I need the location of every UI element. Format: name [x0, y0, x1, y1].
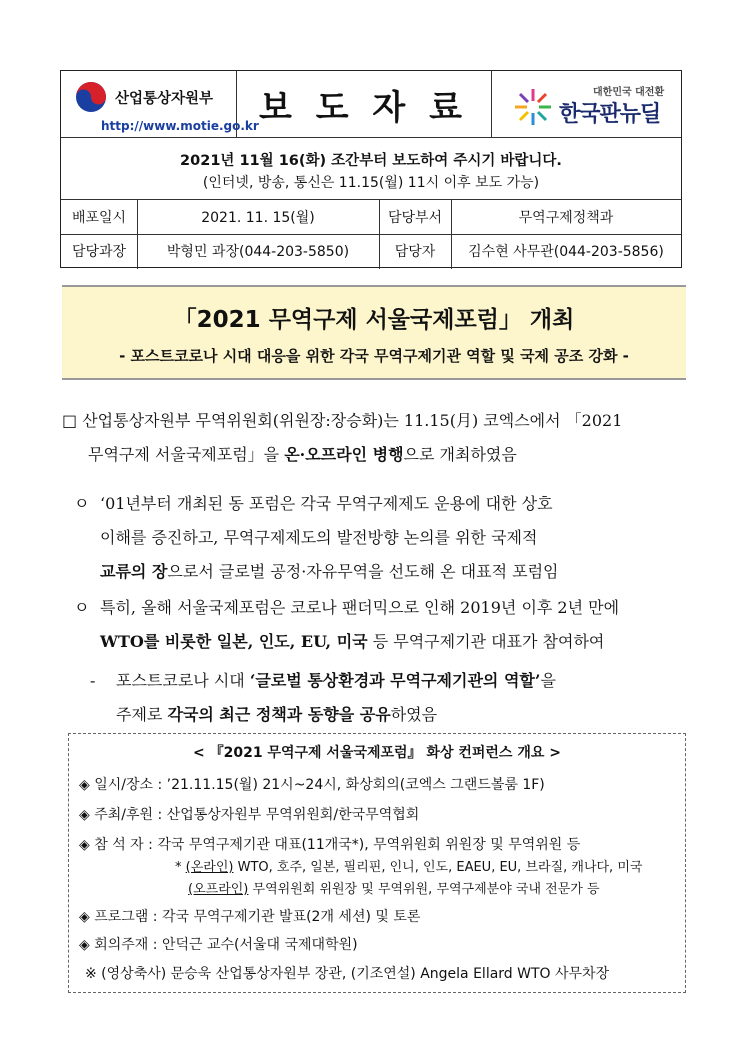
- p4-line2: 주제로 각국의 최근 정책과 동향을 공유하였음: [116, 705, 438, 724]
- ministry-url[interactable]: http://www.motie.go.kr: [101, 119, 259, 133]
- diamond-bullet-icon: ◈: [79, 937, 90, 953]
- taegeuk-emblem-icon: [75, 81, 107, 113]
- conference-summary-box: [68, 733, 686, 993]
- new-deal-burst-icon: [513, 87, 553, 127]
- diamond-bullet-icon: ◈: [79, 909, 90, 925]
- korean-new-deal-logo: [501, 77, 677, 133]
- p3-line2: WTO를 비롯한 일본, 인도, EU, 미국 등 무역구제기관 대표가 참여하여: [100, 632, 605, 651]
- headline-subtitle: - 포스트코로나 시대 대응을 위한 각국 무역구제기관 역할 및 국제 공조 강화 -: [119, 347, 629, 365]
- embargo-notice: 2021년 11월 16(화) 조간부터 보도하여 주시기 바랍니다.: [180, 153, 562, 169]
- staff-label: 담당자: [394, 243, 436, 260]
- paragraph-1: [62, 404, 622, 438]
- circle-bullet: ㅇ: [74, 598, 90, 617]
- headline-title: 「2021 무역구제 서울국제포럼」 개최: [173, 307, 575, 333]
- summary-row-datetime: ◈ 일시/장소 : ’21.11.15(월) 21시~24시, 화상회의(코엑스 그랜드볼룸 1F): [79, 777, 545, 793]
- p2-line3: 교류의 장으로서 글로벌 공정·자유무역을 선도해 온 대표적 포럼임: [100, 562, 559, 581]
- p1-line1: 산업통상자원부 무역위원회(위원장:장승화)는 11.15(月) 코엑스에서 「2021: [82, 411, 623, 430]
- press-release-header: [60, 70, 682, 268]
- embargo-online-notice: (인터넷, 방송, 통신은 11.15(월) 11시 이후 보도 가능): [202, 175, 540, 191]
- manager-value: 박형민 과장(044-203-5850): [166, 243, 350, 260]
- diamond-bullet-icon: ◈: [79, 777, 90, 793]
- staff-value: 김수현 사무관(044-203-5856): [468, 243, 664, 260]
- dept-value: 무역구제정책과: [518, 209, 614, 226]
- summary-row-host: ◈ 주최/후원 : 산업통상자원부 무역위원회/한국무역협회: [79, 807, 420, 823]
- p3-line1: 특히, 올해 서울국제포럼은 코로나 팬더믹으로 인해 2019년 이후 2년 만에: [100, 598, 620, 617]
- summary-row-chair: ◈ 회의주재 : 안덕근 교수(서울대 국제대학원): [79, 937, 358, 953]
- summary-title: < 『2021 무역구제 서울국제포럼』 화상 컨퍼런스 개요 >: [193, 745, 561, 761]
- doc-type-title: 보 도 자 료: [259, 87, 468, 128]
- summary-row-program: ◈ 프로그램 : 각국 무역구제기관 발표(2개 세션) 및 토론: [79, 909, 421, 925]
- paragraph-2: [74, 487, 89, 521]
- date-label: 배포일시: [71, 209, 127, 226]
- manager-label: 담당과장: [71, 243, 127, 260]
- square-bullet: □: [62, 411, 78, 430]
- diamond-bullet-icon: ◈: [79, 807, 90, 823]
- diamond-bullet-icon: ◈: [79, 837, 90, 853]
- summary-row-online: * (온라인) WTO, 호주, 일본, 필리핀, 인니, 인도, EAEU, EU, 브라질, 캐나다, 미국: [175, 860, 643, 875]
- ministry-name: 산업통상자원부: [115, 91, 214, 107]
- brand-name: 한국판뉴딜: [559, 102, 661, 127]
- summary-row-attendees: ◈ 참 석 자 : 각국 무역구제기관 대표(11개국*), 무역위원회 위원장 및 무역위원 등: [79, 837, 581, 853]
- ministry-logo: [71, 79, 259, 133]
- summary-row-offline: (오프라인) 무역위원회 위원장 및 무역위원, 무역구제분야 국내 전문가 등: [188, 882, 600, 897]
- paragraph-1-cont: 무역구제 서울국제포럼」을 온·오프라인 병행으로 개최하였음: [88, 445, 517, 464]
- date-value: 2021. 11. 15(월): [201, 209, 315, 226]
- p4-line1: 포스트코로나 시대 ‘글로벌 통상환경과 무역구제기관의 역할’을: [116, 671, 556, 690]
- dash-bullet: -: [90, 671, 96, 690]
- paragraph-3: [74, 591, 89, 625]
- circle-bullet: ㅇ: [74, 494, 90, 513]
- dept-label: 담당부서: [387, 209, 443, 226]
- brand-slogan: 대한민국 대전환: [593, 87, 665, 98]
- p2-line2: 이해를 증진하고, 무역구제제도의 발전방향 논의를 위한 국제적: [100, 528, 538, 547]
- summary-note: ※ (영상축사) 문승욱 산업통상자원부 장관, (기조연설) Angela Ellard WTO 사무차장: [85, 966, 610, 982]
- headline-box: [62, 285, 686, 380]
- p2-line1: ‘01년부터 개최된 동 포럼은 각국 무역구제제도 운용에 대한 상호: [100, 494, 553, 513]
